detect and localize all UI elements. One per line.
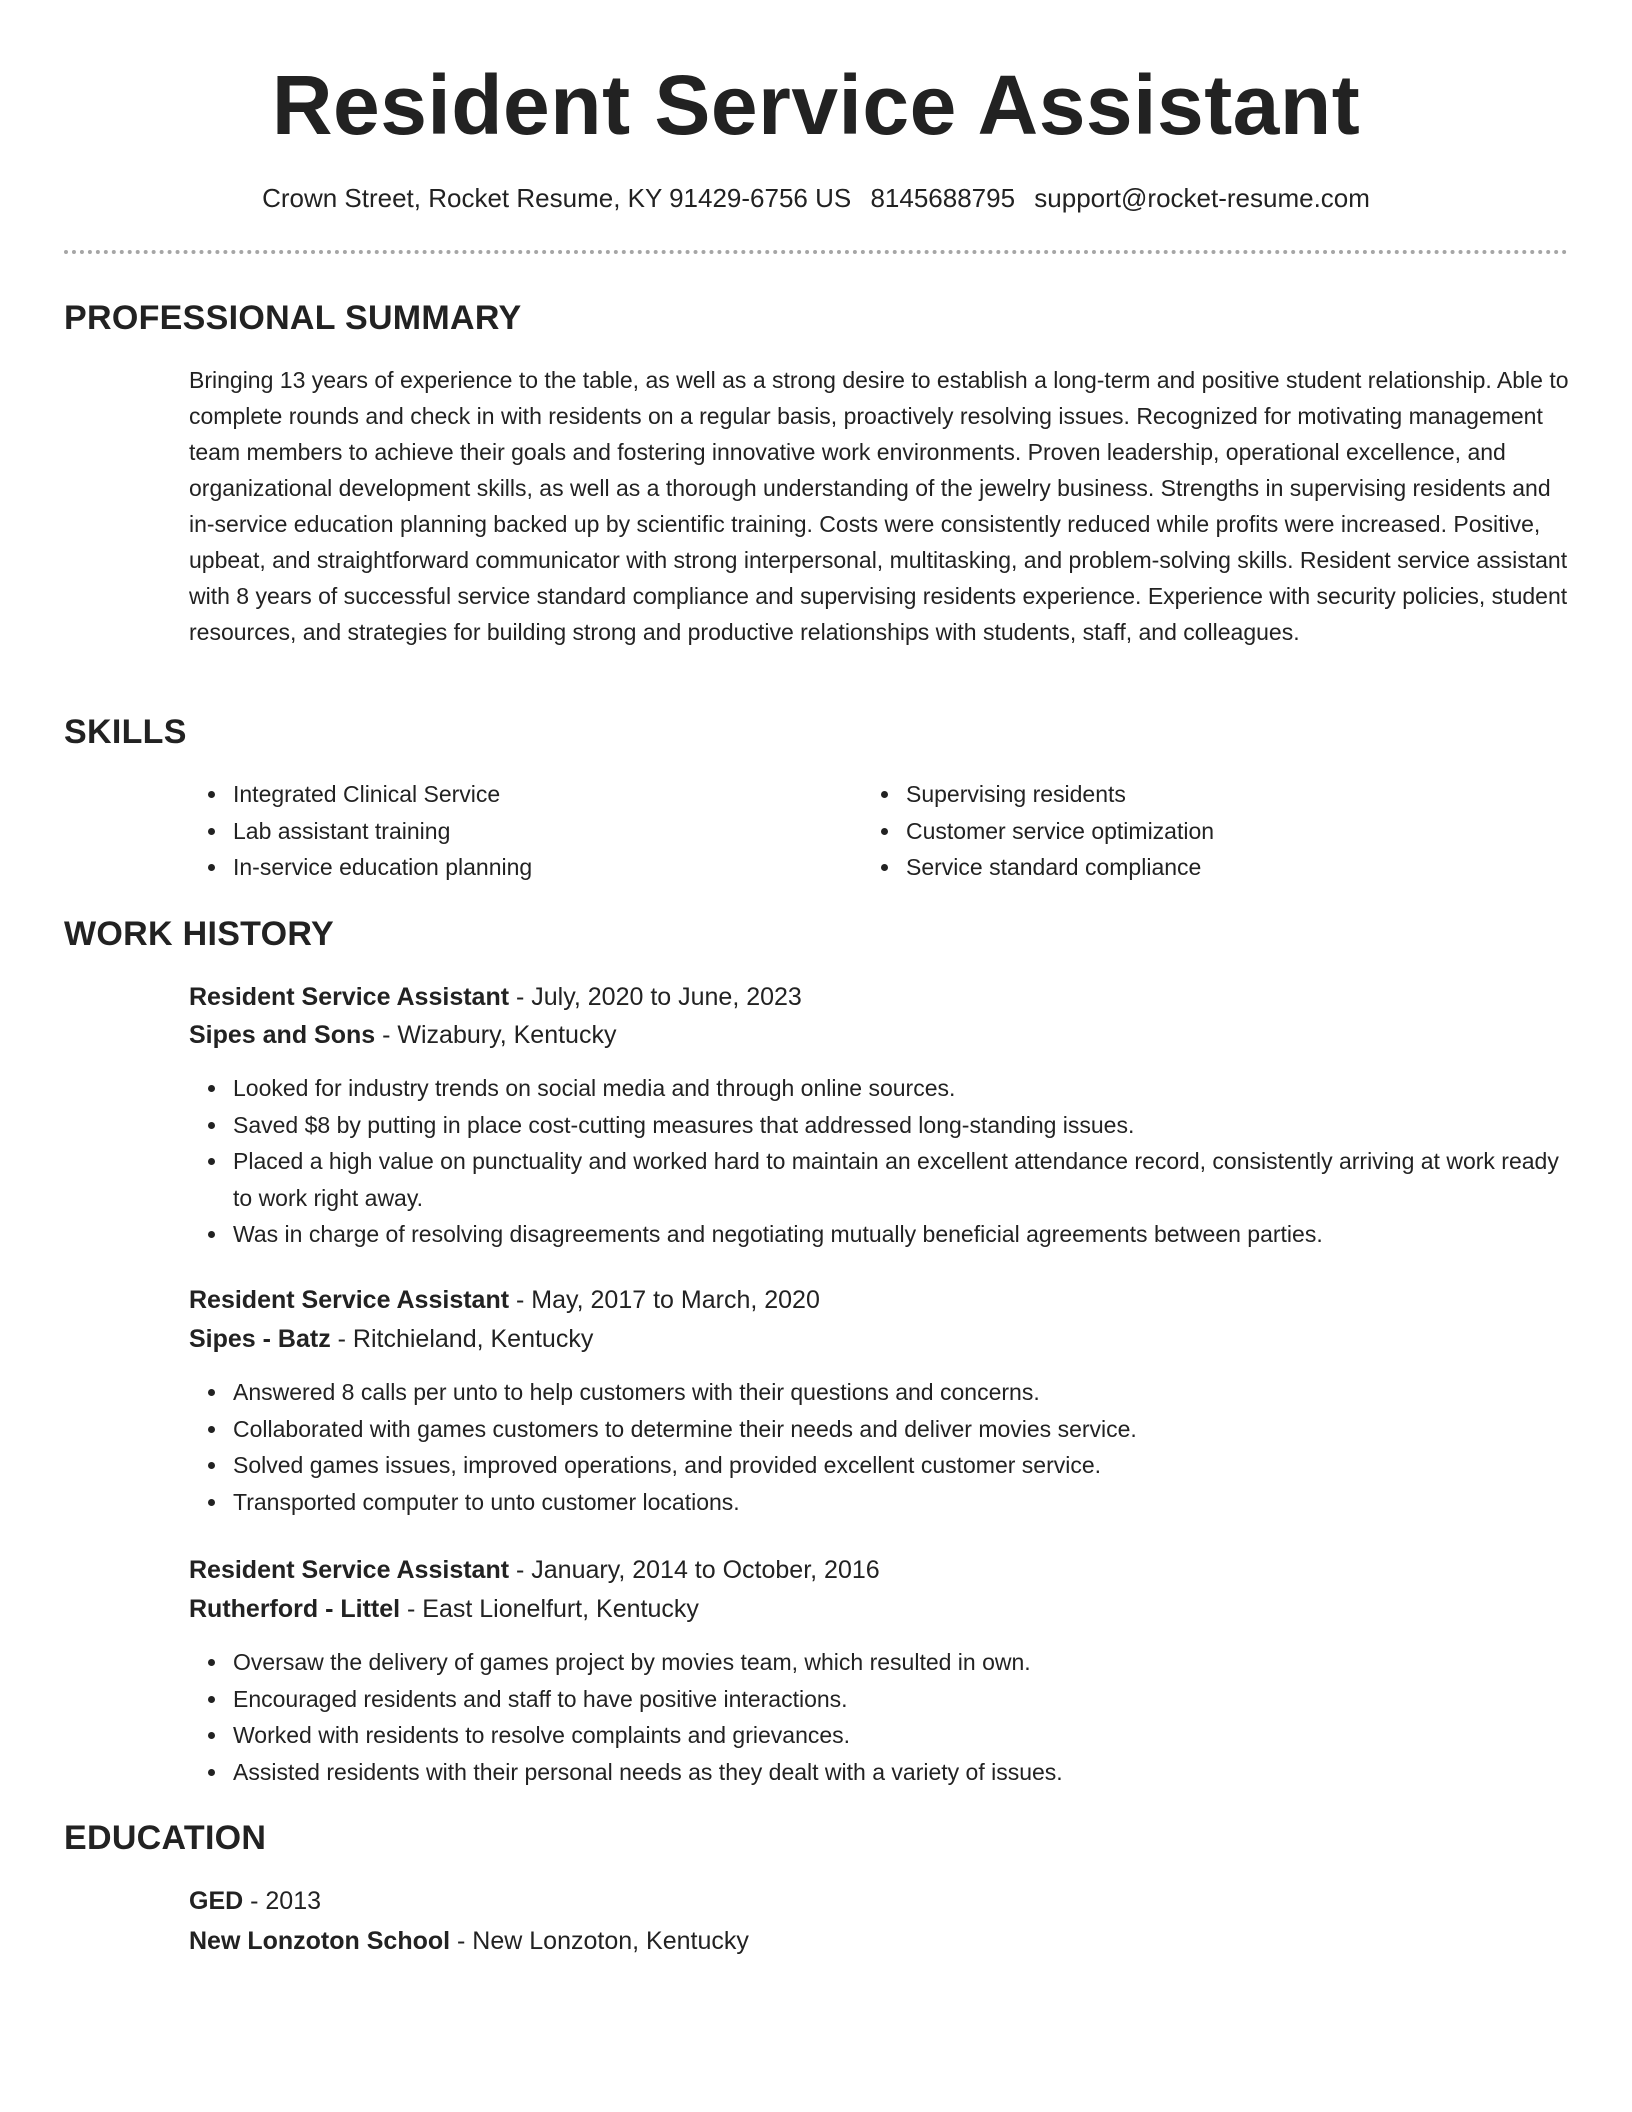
skills-list-left: [189, 776, 853, 886]
job-company-line: [189, 1321, 593, 1357]
list-item: Supervising residents: [906, 776, 1526, 813]
list-item: Encouraged residents and staff to have positive interactions.: [233, 1681, 1573, 1718]
contact-email: support@rocket-resume.com: [1034, 183, 1370, 213]
job-company-line: [189, 1591, 699, 1627]
job-title-line: [189, 1552, 880, 1588]
job-role: Resident Service Assistant: [189, 1286, 510, 1314]
list-item: Worked with residents to resolve complaints and grievances.: [233, 1717, 1573, 1754]
job-company: Sipes and Sons: [189, 1021, 376, 1049]
skills-list-right: [862, 776, 1526, 886]
job-role: Resident Service Assistant: [189, 1556, 510, 1584]
list-item: Looked for industry trends on social media and through online sources.: [233, 1070, 1573, 1107]
job-company: Rutherford - Littel: [189, 1595, 401, 1623]
contact-phone: 8145688795: [870, 183, 1016, 213]
contact-address: Crown Street, Rocket Resume, KY 91429-6756 US: [262, 183, 852, 213]
education-school: New Lonzoton School: [189, 1927, 451, 1955]
skills-heading: SKILLS: [64, 713, 187, 751]
list-item: Transported computer to unto customer locations.: [233, 1484, 1573, 1521]
education-degree: GED: [189, 1887, 244, 1915]
list-item: Assisted residents with their personal needs as they dealt with a variety of issues.: [233, 1754, 1573, 1791]
header-divider: [64, 250, 1568, 254]
list-item: Integrated Clinical Service: [233, 776, 853, 813]
job-location: - East Lionelfurt, Kentucky: [400, 1595, 699, 1623]
job-company-line: [189, 1017, 616, 1053]
job-title-line: [189, 1282, 820, 1318]
job-dates: - July, 2020 to June, 2023: [509, 983, 802, 1011]
work-history-heading: WORK HISTORY: [64, 915, 334, 953]
job-bullets: [189, 1644, 1573, 1790]
education-degree-line: [189, 1883, 321, 1919]
education-school-line: [189, 1923, 749, 1959]
education-heading: EDUCATION: [64, 1819, 267, 1857]
education-year: - 2013: [243, 1887, 322, 1915]
contact-info: [0, 180, 1632, 216]
list-item: Placed a high value on punctuality and worked hard to maintain an excellent attendance record, consistently arriving at work ready to work right away.: [233, 1143, 1573, 1216]
list-item: Was in charge of resolving disagreements and negotiating mutually beneficial agreements between parties.: [233, 1216, 1573, 1253]
list-item: Collaborated with games customers to determine their needs and deliver movies service.: [233, 1411, 1573, 1448]
job-title-line: [189, 979, 802, 1015]
summary-heading: PROFESSIONAL SUMMARY: [64, 299, 522, 337]
job-bullets: [189, 1070, 1573, 1253]
resume-name-heading: Resident Service Assistant: [271, 58, 1361, 152]
list-item: Customer service optimization: [906, 813, 1526, 850]
list-item: Lab assistant training: [233, 813, 853, 850]
list-item: Answered 8 calls per unto to help customers with their questions and concerns.: [233, 1374, 1573, 1411]
summary-text: Bringing 13 years of experience to the table, as well as a strong desire to establish a long-term and positive student relationship. Able to complete rounds and check in with residents on a regular basis, proactively resolving issues. Recognized for motivating management team members to achieve their goals and fostering innovative work environments. Proven leadership, operational excellence, and organizational development skills, as well as a thorough understanding of the jewelry business. Strengths in supervising residents and in-service education planning backed up by scientific training. Costs were consistently reduced while profits were increased. Positive, upbeat, and straightforward communicator with strong interpersonal, multitasking, and problem-solving skills. Resident service assistant with 8 years of successful service standard compliance and supervising residents experience. Experience with security policies, student resources, and strategies for building strong and productive relationships with students, staff, and colleagues.: [189, 367, 1569, 645]
job-location: - Wizabury, Kentucky: [375, 1021, 617, 1049]
list-item: In-service education planning: [233, 849, 853, 886]
job-dates: - May, 2017 to March, 2020: [509, 1286, 820, 1314]
list-item: Solved games issues, improved operations, and provided excellent customer service.: [233, 1447, 1573, 1484]
education-location: - New Lonzoton, Kentucky: [450, 1927, 749, 1955]
job-dates: - January, 2014 to October, 2016: [509, 1556, 880, 1584]
list-item: Saved $8 by putting in place cost-cutting measures that addressed long-standing issues.: [233, 1107, 1573, 1144]
job-bullets: [189, 1374, 1573, 1520]
list-item: Oversaw the delivery of games project by movies team, which resulted in own.: [233, 1644, 1573, 1681]
job-company: Sipes - Batz: [189, 1325, 331, 1353]
job-location: - Ritchieland, Kentucky: [330, 1325, 594, 1353]
job-role: Resident Service Assistant: [189, 983, 510, 1011]
list-item: Service standard compliance: [906, 849, 1526, 886]
